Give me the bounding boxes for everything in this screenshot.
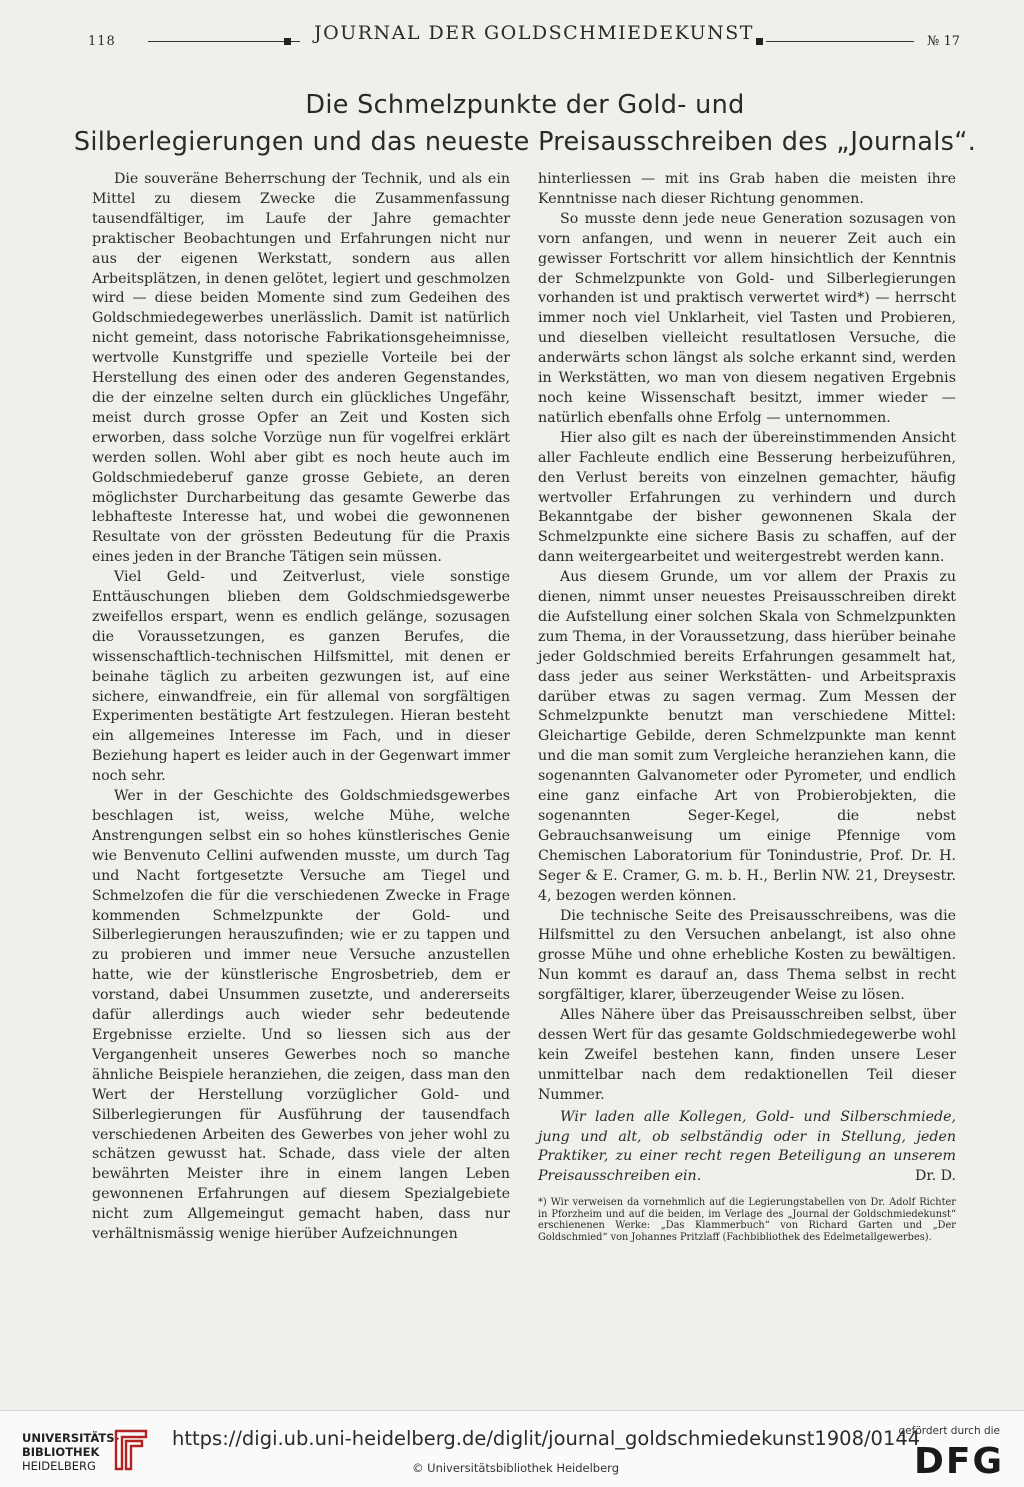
library-name [22,1431,119,1473]
paragraph-continuation: hinterliessen — mit ins Grab haben die meisten ihre Kenntnisse nach dieser Richtung genommen. [538,171,956,207]
left-column [92,170,510,1245]
university-library-logo-icon [106,1425,152,1475]
paragraph: Hier also gilt es nach der übereinstimmenden Ansicht aller Fachleute endlich eine Besserung herbeizuführen, den Verlust bereits von einzelnen gemachter, häufig wertvoller Erfahrungen zu verhindern und durch Bekanntgabe der bisher gewonnenen Skala der Schmelzpunkte eine sichere Basis zu schaffen, auf der dann weitergearbeitet und weitergestrebt werden kann. [538,429,956,566]
paragraph: Aus diesem Grunde, um vor allem der Praxis zu dienen, nimmt unser neuestes Preisausschreiben direkt die Aufstellung einer solchen Skala von Schmelzpunkten zum Thema, in der Voraussetzung, dass hierüber beinahe jeder Goldschmied bereits Erfahrungen gesammelt hat, dass jeder aus seiner Werkstätten- und Arbeitspraxis darüber etwas zu sagen vermag. Zum Messen der Schmelzpunkte benutzt man verschiedene Mittel: Gleichartige Gebilde, deren Schmelzpunkte man kennt und die man somit zum Vergleiche heranziehen kann, die sogenannten Galvanometer oder Pyrometer, und endlich eine ganz einfache Art von Probierobjekten, die sogenannten Seger-Kegel, die nebst Gebrauchsanweisung um einige Pfennige vom Chemischen Laboratorium für Tonindustrie, Prof. Dr. H. Seger & E. Cramer, G. m. b. H., Berlin NW. 21, Dreysestr. 4, bezogen werden können. [538,569,956,904]
paragraph: Die souveräne Beherrschung der Technik, und als ein Mittel zu diesem Zwecke die Zusammenfassung tausendfältiger, im Laufe der Jahre gemachter praktischer Beobachtungen und Erfahrungen nicht nur aus der eigenen Werkstatt, sondern aus allen Arbeitsplätzen, in denen gelötet, legiert und geschmolzen wird — diese beiden Momente sind zum Gedeihen des Goldschmiedegewerbes unerlässlich. Damit ist natürlich nicht gemeint, dass notorische Fabrikationsgeheimnisse, wertvolle Kunstgriffe und spezielle Vorteile bei der Herstellung des einen oder des anderen Gegenstandes, die der einzelne selten durch ein glückliches Ungefähr, meist durch grosse Opfer an Zeit und Kosten sich erworben, dass solche Vorzüge nun für vogelfrei erklärt werden sollen. Wohl aber gibt es noch heute auch im Goldschmiedeberuf ganze grosse Gebiete, an deren möglichster Durcharbeitung das gesamte Gewerbe das lebhafteste Interesse hat, und wobei die gewonnenen Resultate von der grössten Bedeutung für die Praxis eines jeden in der Branche Tätigen sein müssen. [92,171,510,566]
page-number: 118 [88,34,116,49]
issue-number: № 17 [927,34,960,49]
digitization-footer [0,1410,1024,1487]
article-title-line1: Die Schmelzpunkte der Gold- und [305,90,745,120]
header-ornament-left [284,38,291,45]
library-line3: HEIDELBERG [22,1459,96,1473]
invitation-text: Wir laden alle Kollegen, Gold- und Silberschmiede, jung und alt, ob selbständig oder in Stellung, jeden Praktiker, zu einer recht regen Beteiligung an unserem Preisausschreiben ein. [538,1108,956,1185]
running-header [88,20,960,60]
article-title-line2: Silberlegierungen und das neueste Preisausschreiben des „Journals“. [73,127,977,157]
library-line2: BIBLIOTHEK [22,1445,100,1459]
journal-title: JOURNAL DER GOLDSCHMIEDEKUNST [314,22,754,44]
paragraph: Viel Geld- und Zeitverlust, viele sonstige Enttäuschungen blieben dem Goldschmiedsgewerbe zweifellos erspart, wenn es endlich gelänge, sozusagen die Voraussetzungen, es ganzen Berufes, die wissenschaftlich-technischen Hilfsmittel, mit denen er beinahe täglich zu arbeiten gezwungen ist, auf eine sichere, einwandfreie, ein für allemal von sorgfältigen Experimenten bestätigte Art festzulegen. Hieran besteht ein allgemeines Interesse im Fach, und in dieser Beziehung hapert es leider auch in der Gegenwart immer noch sehr. [92,569,510,785]
paragraph: Alles Nähere über das Preisausschreiben selbst, über dessen Wert für das gesamte Goldschmiedegewerbe wohl kein Zweifel bestehen kann, finden unsere Leser unmittelbar nach dem redaktionellen Teil dieser Nummer. [538,1007,956,1103]
copyright-notice: © Universitätsbibliothek Heidelberg [412,1461,620,1475]
funded-by-label: gefördert durch die [898,1425,1000,1437]
right-column [538,170,956,1244]
paragraph: Die technische Seite des Preisausschreibens, was die Hilfsmittel zu den Versuchen anbelangt, ist also ohne grosse Mühe und ohne erhebliche Kosten zu bewältigen. Nun kommt es darauf an, dass Thema selbst in recht sorgfältiger, klarer, überzeugender Weise zu lösen. [538,907,956,1004]
dfg-logo: DFG [913,1441,1004,1482]
footnote: *) Wir verweisen da vornehmlich auf die Legierungstabellen von Dr. Adolf Richter in Pforzheim und auf die beiden, im Verlage des „Journal der Goldschmiedekunst“ erschienenen Werke: „Das Klammerbuch“ von Richard Garten und „Der Goldschmied“ von Johannes Pritzlaff (Fachbibliothek des Edelmetallgewerbes). [538,1197,956,1243]
header-rule-left [148,41,300,42]
library-line1: UNIVERSITÄTS- [22,1431,120,1445]
paragraph: So musste denn jede neue Generation sozusagen von vorn anfangen, und wenn in neuerer Zeit auch ein gewisser Fortschritt vor allem hinsichtlich der Kenntnis der Schmelzpunkte von Gold- und Silberlegierungen vorhanden ist und praktisch verwertet wird*) — herrscht immer noch viel Unklarheit, viel Tasten und Probieren, und dieselben vielleicht resultatlosen Versuche, die anderwärts schon längst als solche erkannt sind, werden in Werkstätten, wo man von diesem negativen Ergebnis noch keine Wissenschaft besitzt, immer wieder — natürlich ebenfalls ohne Erfolg — unternommen. [538,210,956,426]
header-rule-right [766,41,914,42]
permalink-url[interactable]: https://digi.ub.uni-heidelberg.de/diglit/journal_goldschmiedekunst1908/0144 [172,1427,921,1450]
paragraph: Wer in der Geschichte des Goldschmiedsgewerbes beschlagen ist, weiss, welche Mühe, welche Anstrengungen selbst ein so hohes künstlerisches Genie wie Benvenuto Cellini aufwenden musste, um durch Tag und Nacht fortgesetzte Versuche am Tiegel und Schmelzofen die für die verschiedenen Zwecke in Frage kommenden Schmelzpunkte der Gold- und Silberlegierungen herauszufinden; wie er zu tappen und zu probieren und immer neue Versuche anzustellen hatte, wie der künstlerische Engrosbetrieb, dem er vorstand, dabei Unsummen zusetzte, und andererseits dafür allerdings auch wieder sehr bedeutende Ergebnisse erzielte. Und so liessen sich aus der Vergangenheit unseres Gewerbes noch so manche ähnliche Beispiele heranziehen, die zeigen, dass man den Wert der Herstellung vorzüglicher Gold- und Silberlegierungen für Ausführung der tausendfach verschiedenen Arbeiten des Gewerbes von jeher wohl zu schätzen gewusst hat. Schade, dass viele der alten bewährten Meister ihre in einem langen Leben gewonnenen Erfahrungen auf diesem Spezialgebiete nicht zum Allgemeingut gemacht haben, dass nur verhältnismässig wenige hierüber Aufzeichnungen [92,788,510,1243]
header-ornament-right [756,38,763,45]
author-signature: Dr. D. [915,1168,956,1185]
invitation [538,1108,956,1188]
